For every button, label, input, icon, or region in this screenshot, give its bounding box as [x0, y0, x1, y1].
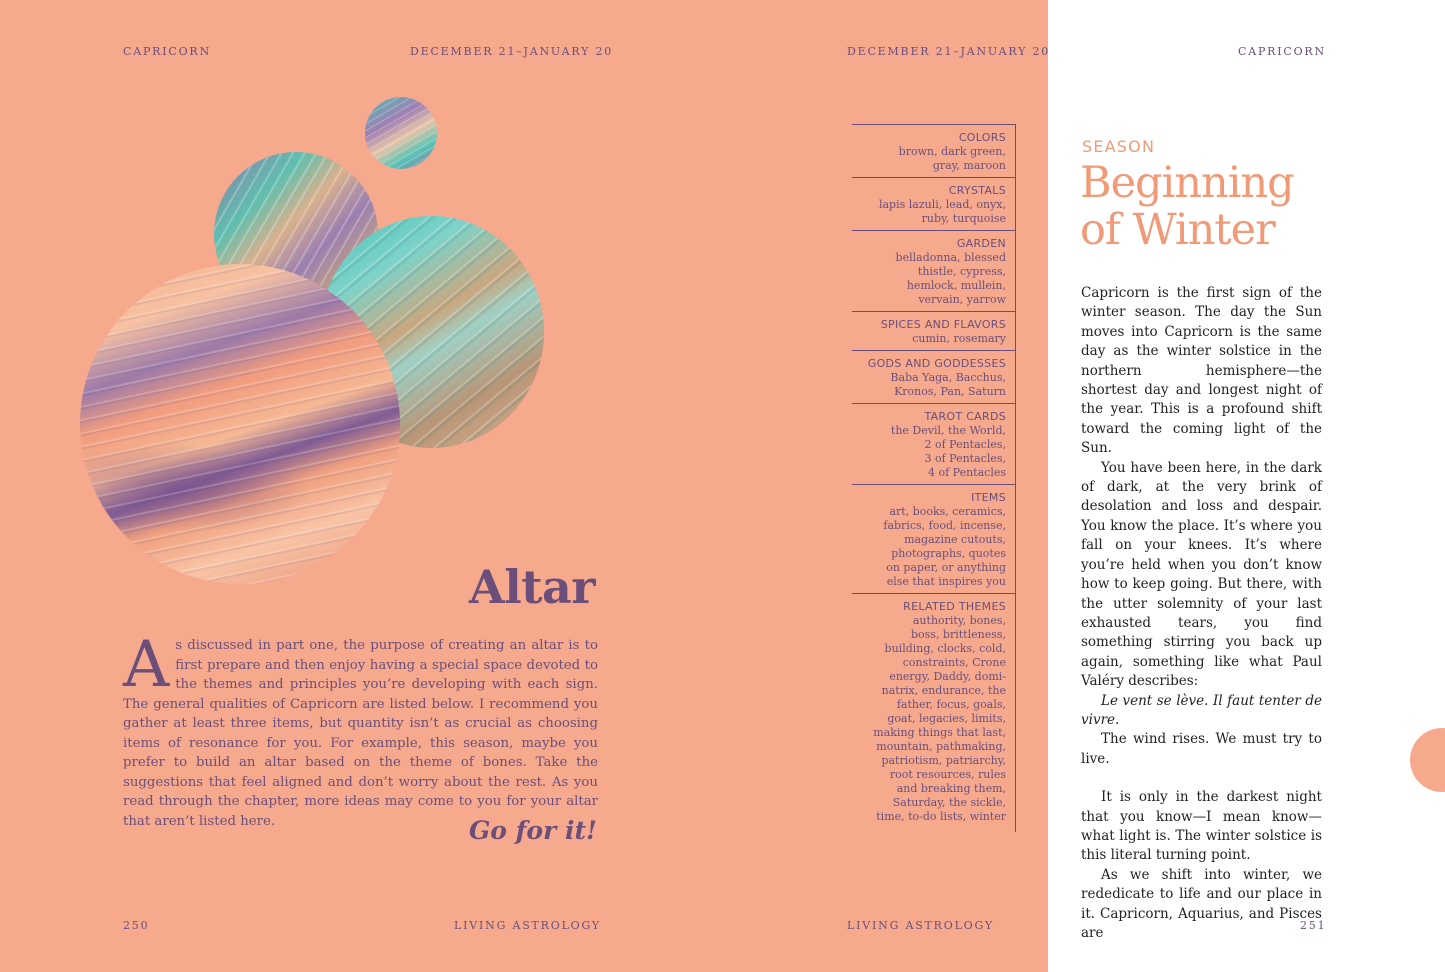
sidebar-section-heading: TAROT CARDS — [924, 410, 1006, 423]
sidebar-section-line: Saturday, the sickle, — [892, 796, 1006, 809]
sidebar-section-heading: SPICES AND FLAVORS — [880, 318, 1006, 331]
sidebar-section-line: Kronos, Pan, Saturn — [894, 385, 1006, 398]
sidebar-section-heading: GODS AND GODDESSES — [867, 357, 1006, 370]
sidebar-section-line: Baba Yaga, Bacchus, — [890, 371, 1006, 384]
altar-body — [123, 628, 598, 831]
running-head-dates-2: DECEMBER 21–JANUARY 20 — [847, 45, 1051, 58]
paragraph: As we shift into winter, we rededicate to life and our place in it. Capricorn, Aquarius, and Pisces are — [1081, 866, 1322, 941]
sidebar-section-line: photographs, quotes — [891, 547, 1006, 560]
sidebar-section-heading: ITEMS — [971, 491, 1006, 504]
sidebar-section-line: goat, legacies, limits, — [887, 712, 1006, 725]
sidebar-section-line: 3 of Pentacles, — [924, 452, 1006, 465]
running-head-sign-2: CAPRICORN — [1238, 45, 1326, 58]
sidebar-section — [852, 350, 1016, 403]
closing-line: Go for it! — [468, 816, 597, 845]
paragraph: It is only in the darkest night that you know—I mean know—what light is. The winter solstice is this literal turning point. — [1081, 789, 1322, 864]
sidebar-section-line: father, focus, goals, — [896, 698, 1006, 711]
sidebar-section-line: cumin, rosemary — [912, 332, 1006, 345]
sidebar-section-line: authority, bones, — [912, 614, 1006, 627]
sidebar-section-line: boss, brittleness, — [910, 628, 1006, 641]
sidebar-section-line: constraints, Crone — [902, 656, 1006, 669]
sidebar-section-heading: RELATED THEMES — [903, 600, 1006, 613]
sidebar-section-line: time, to-do lists, winter — [876, 810, 1006, 823]
sidebar-section-line: mountain, pathmaking, — [876, 740, 1006, 753]
sidebar-section-line: magazine cutouts, — [904, 533, 1006, 546]
footer-book-title: LIVING ASTROLOGY — [454, 919, 601, 932]
sidebar-section-line: making things that last, — [873, 726, 1006, 739]
sidebar-section-line: the Devil, the World, — [890, 424, 1006, 437]
drop-cap: A — [123, 628, 170, 702]
sidebar-section — [852, 593, 1016, 828]
sidebar-section-line: patriotism, patriarchy, — [881, 754, 1006, 767]
sidebar-section-line: brown, dark green, — [898, 145, 1006, 158]
sidebar-section-line: on paper, or anything — [886, 561, 1006, 574]
correspondences-sidebar — [852, 124, 1016, 828]
altar-body-text: s discussed in part one, the purpose of creating an altar is to first prepare and then enjoy having a special space devoted to the themes and principles you’re developing with each sign. The general qualities of Capricorn are listed below. I recommend you gather at least three items, but quantity isn’t as crucial as choosing items of resonance for you. For example, this season, maybe you prefer to build an altar based on the theme of bones. Take the suggestions that feel aligned and don’t worry about the rest. As you read through the chapter, more ideas may come to you for your altar that aren’t listed here. — [123, 638, 598, 829]
season-body — [1081, 284, 1322, 943]
page-number-right: 251 — [1300, 919, 1327, 932]
sidebar-section-line: else that inspires you — [886, 575, 1006, 588]
quote-english: The wind rises. We must try to live. — [1081, 731, 1322, 767]
marbled-circle-large — [80, 264, 400, 584]
sidebar-section-heading: CRYSTALS — [948, 184, 1006, 197]
sidebar-section-line: 2 of Pentacles, — [924, 438, 1006, 451]
sidebar-section-line: natrix, endurance, the — [881, 684, 1006, 697]
running-head-sign: CAPRICORN — [123, 45, 211, 58]
sidebar-section-line: gray, maroon — [932, 159, 1006, 172]
sidebar-section-line: root resources, rules — [889, 768, 1006, 781]
sidebar-section-line: building, clocks, cold, — [884, 642, 1006, 655]
sidebar-section-line: belladonna, blessed — [895, 251, 1006, 264]
sidebar-section-line: ruby, turquoise — [921, 212, 1006, 225]
sidebar-section — [852, 311, 1016, 350]
section-label: SEASON — [1082, 137, 1156, 156]
sidebar-section-line: hemlock, mullein, — [906, 279, 1006, 292]
altar-heading: Altar — [469, 560, 595, 614]
sidebar-section-line: thistle, cypress, — [917, 265, 1006, 278]
section-title: Beginning of Winter — [1080, 158, 1294, 255]
paragraph: You have been here, in the dark of dark, at the very brink of desolation and loss and despair. You know the place. It’s where you fall on your knees. It’s where you’re held when you don’t know how to keep going. But there, with the utter solemnity of your last exhausted tears, you find something stirring you back up again, something like what Paul Valéry describes: — [1081, 459, 1322, 690]
sidebar-section-line: energy, Daddy, domi- — [889, 670, 1006, 683]
marbled-circle-small — [365, 97, 437, 169]
sidebar-section-line: 4 of Pentacles — [928, 466, 1006, 479]
page-number-left: 250 — [123, 919, 150, 932]
sidebar-section — [852, 484, 1016, 593]
sidebar-section — [852, 177, 1016, 230]
sidebar-section-line: and breaking them, — [896, 782, 1006, 795]
sidebar-section — [852, 124, 1016, 177]
quote-french: Le vent se lève. Il faut tenter de vivre. — [1081, 692, 1322, 728]
sidebar-section-heading: COLORS — [958, 131, 1006, 144]
sidebar-section-line: lapis lazuli, lead, onyx, — [878, 198, 1006, 211]
sidebar-section-heading: GARDEN — [956, 237, 1006, 250]
sidebar-section-line: fabrics, food, incense, — [883, 519, 1006, 532]
sidebar-section — [852, 403, 1016, 484]
footer-book-title-2: LIVING ASTROLOGY — [847, 919, 994, 932]
running-head-dates: DECEMBER 21–JANUARY 20 — [410, 45, 614, 58]
sidebar-section — [852, 230, 1016, 311]
sidebar-section-line: art, books, ceramics, — [889, 505, 1006, 518]
paragraph: Capricorn is the first sign of the winter season. The day the Sun moves into Capricorn is the same day as the winter solstice in the northern hemisphere—the shortest day and longest night of the year. This is a profound shift toward the coming light of the Sun. — [1081, 285, 1322, 457]
sidebar-section-line: vervain, yarrow — [918, 293, 1006, 306]
